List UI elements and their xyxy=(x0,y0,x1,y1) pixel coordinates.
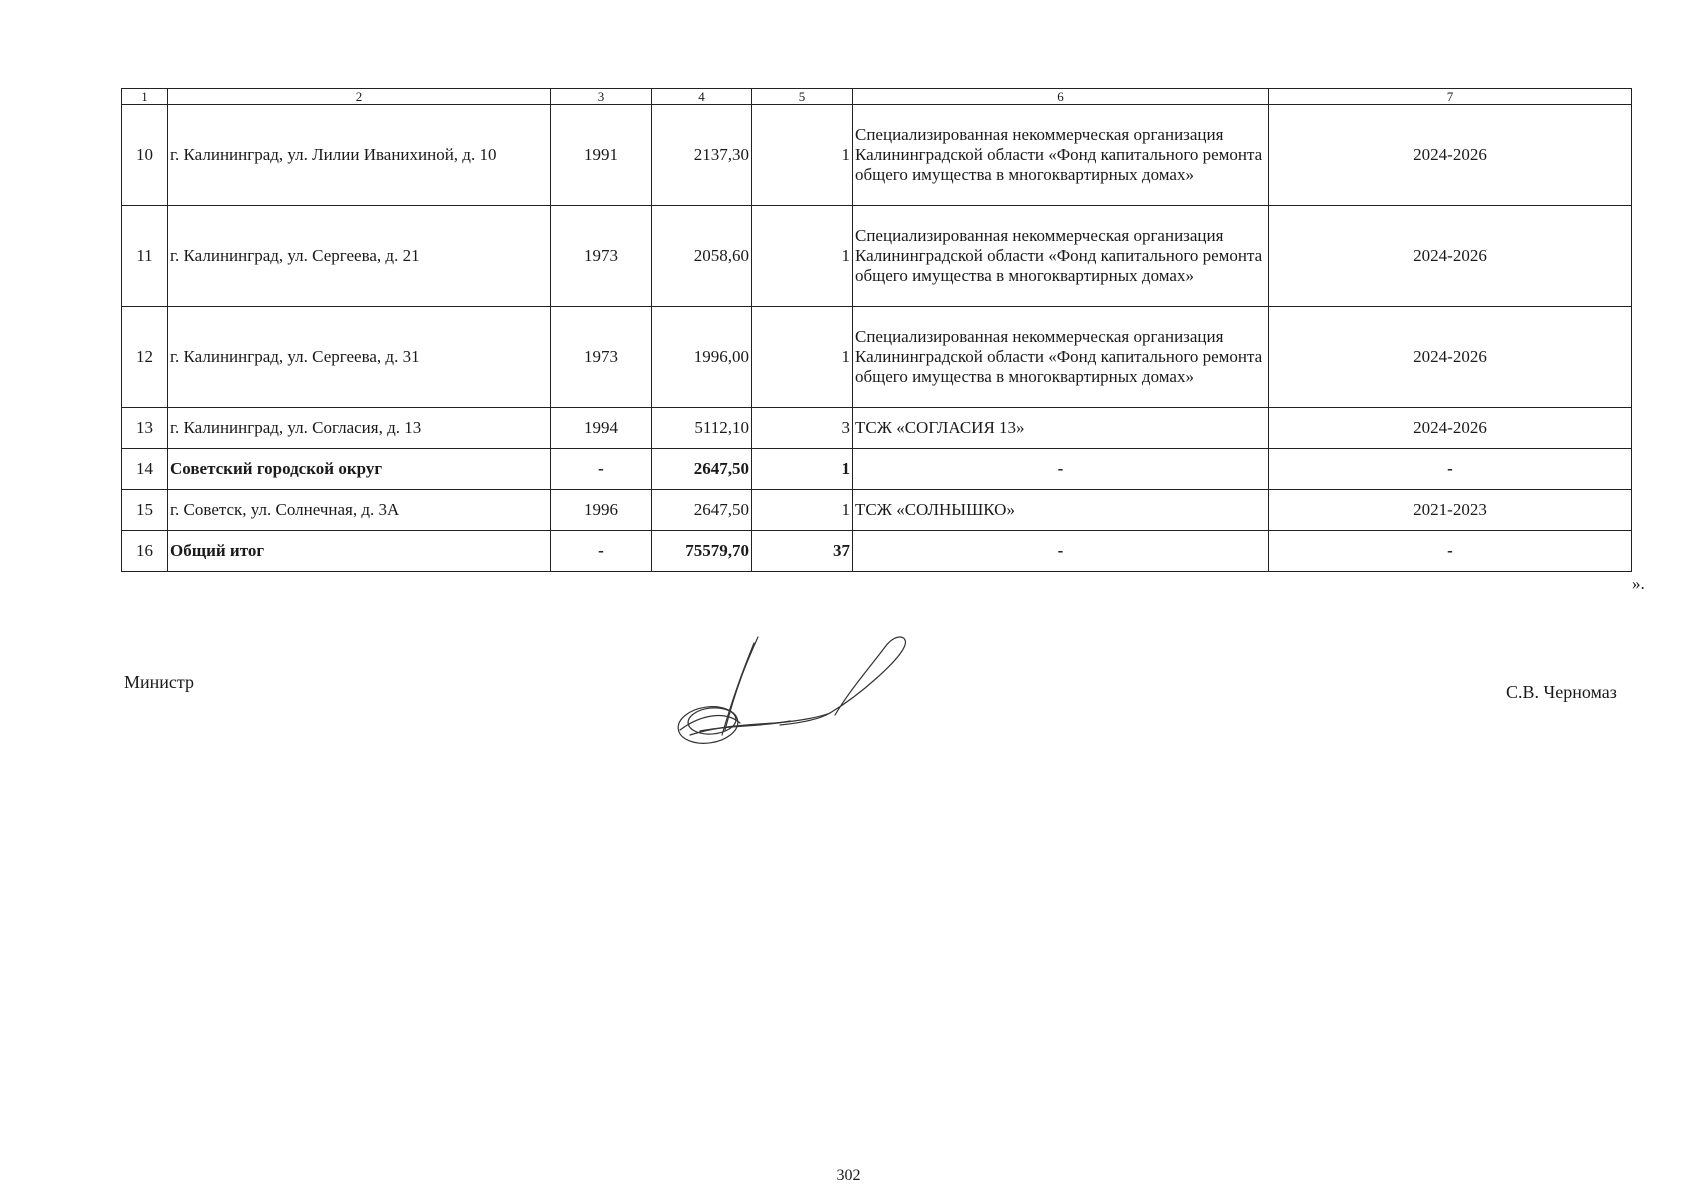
grand-total-row xyxy=(122,531,1632,572)
table-row xyxy=(122,490,1632,531)
row-number: 11 xyxy=(122,206,168,307)
subtotal-row xyxy=(122,449,1632,490)
handwritten-signature xyxy=(670,635,940,765)
organization-cell: Специализированная некоммерческая организация Калининградской области «Фонд капитального ремонта общего имущества в многоквартирных домах» xyxy=(853,307,1269,408)
year-cell: 1973 xyxy=(551,206,652,307)
column-header: 3 xyxy=(551,89,652,105)
year-cell: 1994 xyxy=(551,408,652,449)
address-cell: г. Калининград, ул. Сергеева, д. 21 xyxy=(168,206,551,307)
year-cell: 1991 xyxy=(551,105,652,206)
table-row xyxy=(122,105,1632,206)
row-number: 13 xyxy=(122,408,168,449)
row-number: 10 xyxy=(122,105,168,206)
column-header: 5 xyxy=(752,89,853,105)
table-row xyxy=(122,307,1632,408)
period-cell: - xyxy=(1269,449,1632,490)
column-number-row xyxy=(122,89,1632,105)
area-cell: 1996,00 xyxy=(652,307,752,408)
area-cell: 2058,60 xyxy=(652,206,752,307)
row-number: 15 xyxy=(122,490,168,531)
table-row xyxy=(122,206,1632,307)
area-cell: 2647,50 xyxy=(652,490,752,531)
period-cell: 2024-2026 xyxy=(1269,206,1632,307)
column-header: 1 xyxy=(122,89,168,105)
row-number: 16 xyxy=(122,531,168,572)
organization-cell: Специализированная некоммерческая организация Калининградской области «Фонд капитального ремонта общего имущества в многоквартирных домах» xyxy=(853,206,1269,307)
closing-quote: ». xyxy=(1632,574,1645,593)
period-cell: 2024-2026 xyxy=(1269,408,1632,449)
row-number: 12 xyxy=(122,307,168,408)
count-cell: 3 xyxy=(752,408,853,449)
period-cell: 2024-2026 xyxy=(1269,105,1632,206)
district-name-cell: Советский городской округ xyxy=(168,449,551,490)
address-cell: г. Советск, ул. Солнечная, д. 3А xyxy=(168,490,551,531)
organization-cell: - xyxy=(853,449,1269,490)
area-cell: 2647,50 xyxy=(652,449,752,490)
year-cell: 1996 xyxy=(551,490,652,531)
count-cell: 1 xyxy=(752,490,853,531)
column-header: 4 xyxy=(652,89,752,105)
organization-cell: Специализированная некоммерческая организация Калининградской области «Фонд капитального ремонта общего имущества в многоквартирных домах» xyxy=(853,105,1269,206)
year-cell: - xyxy=(551,449,652,490)
period-cell: 2024-2026 xyxy=(1269,307,1632,408)
period-cell: - xyxy=(1269,531,1632,572)
housing-register-table xyxy=(121,88,1632,572)
year-cell: - xyxy=(551,531,652,572)
count-cell: 1 xyxy=(752,105,853,206)
count-cell: 1 xyxy=(752,307,853,408)
count-cell: 37 xyxy=(752,531,853,572)
total-label-cell: Общий итог xyxy=(168,531,551,572)
organization-cell: - xyxy=(853,531,1269,572)
table-row xyxy=(122,408,1632,449)
signatory-position: Министр xyxy=(124,672,194,692)
address-cell: г. Калининград, ул. Согласия, д. 13 xyxy=(168,408,551,449)
area-cell: 75579,70 xyxy=(652,531,752,572)
signatory-name: С.В. Черномаз xyxy=(1506,682,1617,702)
organization-cell: ТСЖ «СОГЛАСИЯ 13» xyxy=(853,408,1269,449)
column-header: 2 xyxy=(168,89,551,105)
count-cell: 1 xyxy=(752,206,853,307)
column-header: 7 xyxy=(1269,89,1632,105)
column-header: 6 xyxy=(853,89,1269,105)
organization-cell: ТСЖ «СОЛНЫШКО» xyxy=(853,490,1269,531)
period-cell: 2021-2023 xyxy=(1269,490,1632,531)
area-cell: 5112,10 xyxy=(652,408,752,449)
page-number: 302 xyxy=(836,1167,861,1184)
row-number: 14 xyxy=(122,449,168,490)
address-cell: г. Калининград, ул. Сергеева, д. 31 xyxy=(168,307,551,408)
count-cell: 1 xyxy=(752,449,853,490)
area-cell: 2137,30 xyxy=(652,105,752,206)
address-cell: г. Калининград, ул. Лилии Иванихиной, д. 10 xyxy=(168,105,551,206)
year-cell: 1973 xyxy=(551,307,652,408)
